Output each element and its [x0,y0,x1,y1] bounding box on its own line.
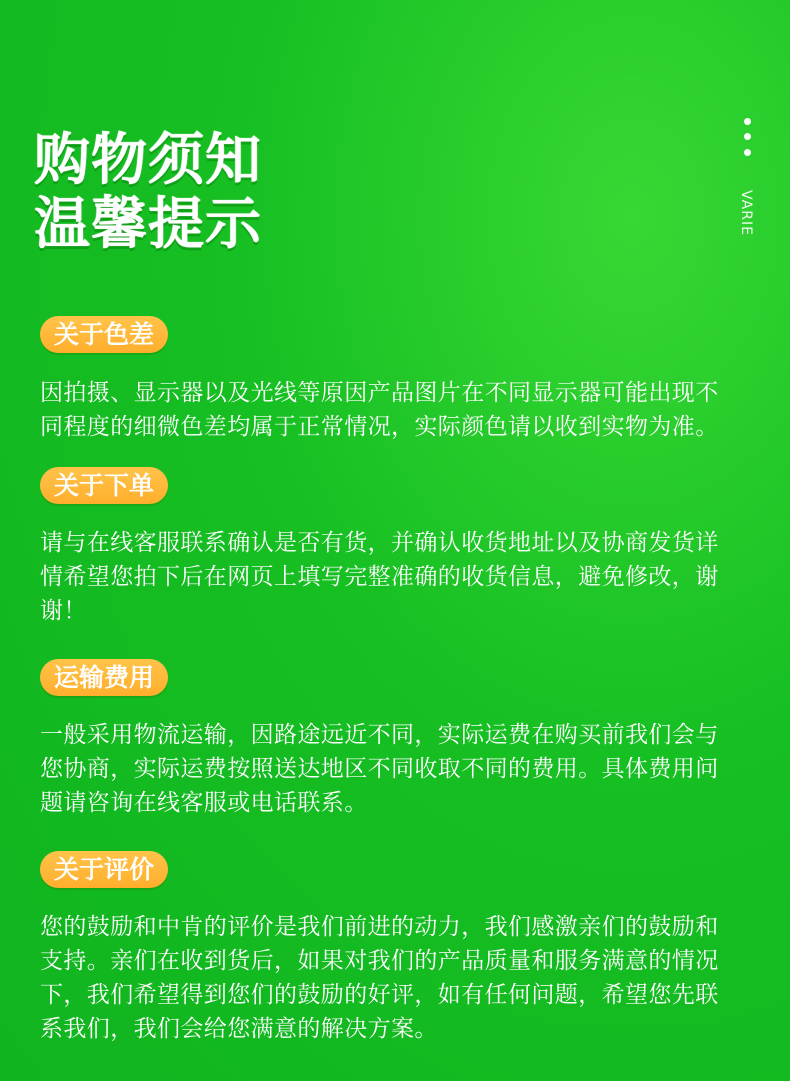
section-title-badge: 运输费用 [40,659,168,696]
section-text: 您的鼓励和中肯的评价是我们前进的动力，我们感激亲们的鼓励和 支持。亲们在收到货后，如果对我们的产品质量和服务满意的情况 下，我们希望得到您们的鼓励的好评，如有任何问题，希望您先联 系我们，我们会给您满意的解决方案。 [40,914,719,1042]
title-line-1: 购物须知 [34,128,262,194]
section-reviews [40,851,745,1069]
dot-icon [744,149,751,156]
section-text: 一般采用物流运输，因路途远近不同，实际运费在购买前我们会与 您协商，实际运费按照送达地区不同收取不同的费用。具体费用问 题请咨询在线客服或电话联系。 [40,722,719,816]
vertical-dots-icon [742,118,752,160]
section-shipping-fees [40,659,745,843]
title-line-2: 温馨提示 [34,192,262,258]
section-title-badge: 关于色差 [40,316,168,353]
dot-icon [744,133,751,140]
dot-icon [744,118,751,125]
section-ordering [40,467,745,651]
section-color-difference [40,316,745,467]
page-title [34,129,354,257]
section-title-badge: 关于下单 [40,467,168,504]
brand-text: VARIE [738,190,754,236]
section-text: 因拍摄、显示器以及光线等原因产品图片在不同显示器可能出现不 同程度的细微色差均属于正常情况，实际颜色请以收到实物为准。 [40,380,719,440]
section-text: 请与在线客服联系确认是否有货，并确认收货地址以及协商发货详 情希望您拍下后在网页上填写完整准确的收货信息，避免修改，谢 谢！ [40,530,719,624]
section-title-badge: 关于评价 [40,851,168,888]
